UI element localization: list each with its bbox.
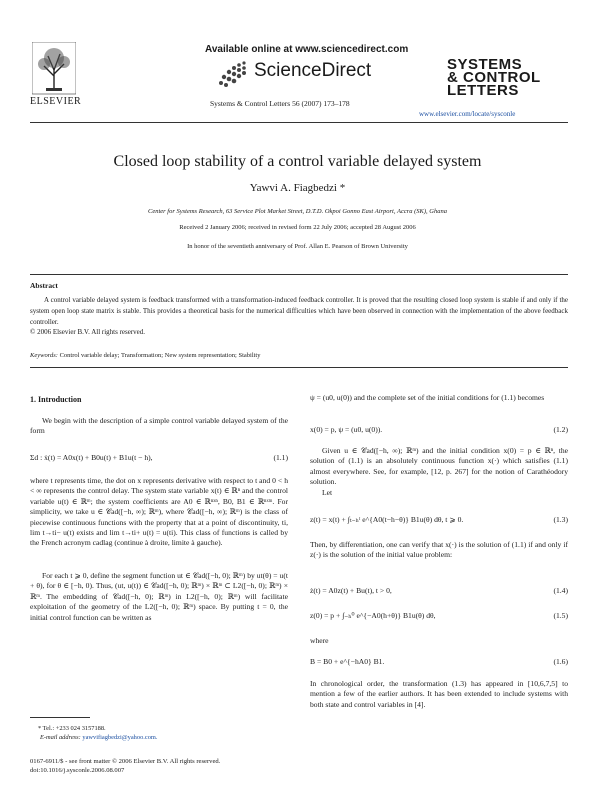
abstract-copyright: © 2006 Elsevier B.V. All rights reserved. [30, 328, 146, 336]
equation-body: B = B0 + e^{−hA0} B1. [310, 657, 385, 666]
paragraph: Given u ∈ 𝒞ad([−h, ∞); ℝᵐ) and the initial condition x(0) = p ∈ ℝⁿ, the solution of (1.1) is an absolutely continuous function x(·) which satisfies (1.1) almost everywhere. See, for example, [12, p. 267] for the notion of Carathéodory solution. [310, 446, 568, 487]
equation-1-1 [30, 453, 288, 465]
front-matter-notice [30, 757, 288, 775]
abstract-heading: Abstract [30, 281, 58, 290]
author-affiliation: Center for Systems Research, 63 Service Plot Market Street, D.T.D. Okpoi Gonno East Airport, Accra (SK), Ghana [147, 208, 447, 215]
paragraph: Let [322, 488, 333, 497]
available-online: Available online at www.sciencedirect.com [205, 44, 409, 55]
equation-body: z(t) = x(t) + ∫ₜ₋ₕᵗ e^{A0(t−h−θ)} B1u(θ) dθ, t ⩾ 0. [310, 515, 464, 524]
equation-1-6 [310, 657, 568, 669]
equation-number: (1.1) [273, 453, 288, 462]
section-heading: 1. Introduction [30, 395, 82, 404]
sciencedirect-wordmark: ScienceDirect [254, 60, 372, 81]
journal-logo [447, 58, 567, 97]
paper-title: Closed loop stability of a control variable delayed system [113, 153, 482, 170]
footnote-rule [30, 717, 90, 718]
doi-line: doi:10.1016/j.sysconle.2006.08.007 [30, 767, 125, 774]
equation-number: (1.5) [553, 611, 568, 620]
equation-1-4 [310, 586, 568, 598]
abstract-top-divider [30, 274, 568, 275]
header-divider [30, 122, 568, 123]
journal-logo-line: SYSTEMS [447, 56, 523, 73]
abstract-text: A control variable delayed system is feedback transformed with a transformation-induced feedback controller. It is proved that the resulting closed loop system is stable if and only if the system open loop state matrix is stable. This provides a theoretical basis for the numerical difficulties which have been observed in connection with the implementation of the above feedback controller. [30, 296, 568, 326]
issn-line: 0167-6911/$ - see front matter © 2006 Elsevier B.V. All rights reserved. [30, 758, 221, 765]
paragraph: We begin with the description of a simple control variable delayed system of the form [30, 416, 288, 436]
paragraph: Then, by differentiation, one can verify that x(·) is the solution of (1.1) if and only if z(·) is the solution of the initial value problem: [310, 540, 568, 560]
equation-1-2 [310, 425, 568, 437]
publisher-name: ELSEVIER [30, 96, 82, 107]
received-dates: Received 2 January 2006; received in revised form 22 July 2006; accepted 28 August 2006 [179, 224, 416, 231]
paragraph: ψ = (u0, u(0)) and the complete set of the initial conditions for (1.1) becomes [310, 393, 545, 402]
footnote-email [30, 733, 288, 742]
paragraph: For each t ⩾ 0, define the segment function ut ∈ 𝒞ad([−h, 0); ℝᵐ) by ut(θ) = u(t + θ), for θ ∈ [−h, 0). Thus, (ut, u(t)) ∈ 𝒞ad([−h, 0); ℝᵐ) × ℝᵐ ⊂ L2([−h, 0); ℝᵐ) × ℝᵐ. The embedding of 𝒞ad([−h, 0); ℝᵐ) in L2([−h, 0); ℝᵐ) will facilitate exploitation of the geometry of the L2([−h, 0); ℝᵐ) space. By putting t = 0, the initial control function can be written as [30, 571, 288, 622]
abstract-bottom-divider [30, 367, 568, 368]
equation-body: z(0) = p + ∫₋ₕ⁰ e^{−A0(h+θ)} B1u(θ) dθ, [310, 611, 436, 620]
equation-body: Σd : ẋ(t) = A0x(t) + B0u(t) + B1u(t − h), [30, 453, 153, 462]
paragraph: where [310, 636, 329, 645]
paragraph: In chronological order, the transformation (1.3) has appeared in [10,6,7,5] to mention a few of the earlier authors. It has been extended to include systems with both state and control variables in [4]. [310, 679, 568, 709]
equation-body: ż(t) = A0z(t) + Bu(t), t > 0, [310, 586, 392, 595]
equation-1-5 [310, 611, 568, 623]
footnote [30, 724, 288, 742]
email-link[interactable]: yawvifiagbedzi@yahoo.com. [82, 734, 158, 741]
keywords-label: Keywords: [30, 352, 58, 359]
journal-logo-line: & CONTROL [447, 69, 541, 86]
journal-logo-line: LETTERS [447, 82, 519, 99]
keywords-list: Control variable delay; Transformation; New system representation; Stability [59, 352, 261, 359]
equation-number: (1.4) [553, 586, 568, 595]
equation-number: (1.6) [553, 657, 568, 666]
footnote-tel: * Tel.: +233 024 3157188. [38, 725, 106, 732]
equation-number: (1.3) [553, 515, 568, 524]
paragraph: where t represents time, the dot on x represents derivative with respect to t and 0 < h < ∞ represents the control delay. The system state variable x(t) ∈ ℝⁿ and the control variable u(t) ∈ ℝᵐ; the system coefficients are A0 ∈ ℝⁿˣⁿ, B0, B1 ∈ ℝⁿˣᵐ. For simplicity, we take u ∈ 𝒞ad([−h, ∞); ℝᵐ), where 𝒞ad([−h, ∞); ℝᵐ) is the class of piecewise continuous functions with the property that at a point of discontinuity, ti, lim t→ti− u(t) exists and lim t→ti+ u(t) = u(ti). This class of functions is called by the French acronym cadlag (continue à droite, limite à gauche). [30, 476, 288, 548]
keywords [30, 352, 261, 359]
equation-1-3 [310, 515, 568, 527]
paper-author: Yawvi A. Fiagbedzi * [249, 182, 346, 194]
equation-number: (1.2) [553, 425, 568, 434]
sciencedirect-dots-icon [218, 60, 248, 88]
journal-citation: Systems & Control Letters 56 (2007) 173–178 [210, 99, 350, 108]
journal-url-link[interactable]: www.elsevier.com/locate/sysconle [419, 110, 516, 118]
equation-body: x(0) = p, ψ = (u0, u(0)). [310, 425, 383, 434]
email-label: E-mail address: [40, 734, 81, 741]
dedication: In honor of the seventieth anniversary of Prof. Allan E. Pearson of Brown University [187, 243, 408, 250]
